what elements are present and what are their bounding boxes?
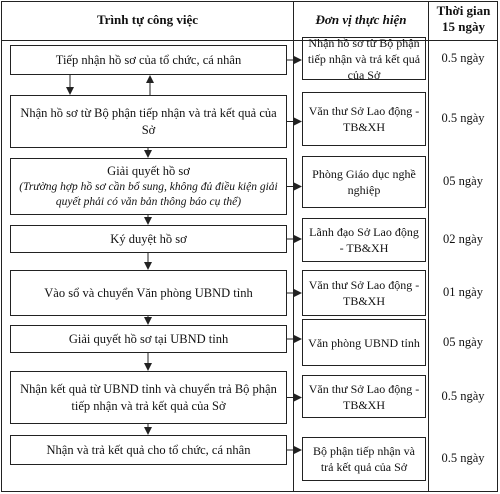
unit-box: Văn thư Sở Lao động - TB&XH xyxy=(302,92,426,146)
unit-box: Bộ phận tiếp nhận và trả kết quả của Sở xyxy=(302,437,426,481)
task-label: Nhận hồ sơ từ Bộ phận tiếp nhận và trả kết quả của Sở xyxy=(20,105,277,137)
time-value: 0.5 ngày xyxy=(441,50,485,65)
time-value: 02 ngày xyxy=(443,232,483,246)
task-label: Nhận kết quả từ UBND tỉnh và chuyển trả Bộ phận tiếp nhận và trả kết quả của Sở xyxy=(20,381,277,413)
header-task: Trình tự công việc xyxy=(96,12,199,27)
task-label: Nhận và trả kết quả cho tổ chức, cá nhân xyxy=(46,442,251,457)
header-time-line1: Thời gian xyxy=(436,3,491,18)
task-label: Tiếp nhận hồ sơ của tổ chức, cá nhân xyxy=(55,52,242,67)
unit-box: Nhận hồ sơ từ Bộ phận tiếp nhận và trả kết quả của Sở xyxy=(302,37,426,80)
time-value: 0.5 ngày xyxy=(441,388,485,403)
time-value: 01 ngày xyxy=(443,285,483,299)
header-time-line2: 15 ngày xyxy=(442,19,485,34)
unit-box: Văn phòng UBND tỉnh xyxy=(302,319,426,366)
time-value: 0.5 ngày xyxy=(441,451,485,465)
time-value: 05 ngày xyxy=(443,334,483,349)
header-unit: Đơn vị thực hiện xyxy=(315,12,407,27)
task-label: Giải quyết hồ sơ xyxy=(107,164,190,178)
task-label: Vào sổ và chuyển Văn phòng UBND tỉnh xyxy=(44,285,253,300)
task-label: Ký duyệt hồ sơ xyxy=(110,231,187,246)
task-label: Giải quyết hồ sơ tại UBND tỉnh xyxy=(68,331,229,346)
unit-box: Văn thư Sở Lao động - TB&XH xyxy=(302,375,426,418)
unit-box: Lãnh đạo Sở Lao động - TB&XH xyxy=(302,218,426,262)
unit-box: Văn thư Sở Lao động - TB&XH xyxy=(302,270,426,316)
unit-box: Phòng Giáo dục nghề nghiệp xyxy=(302,156,426,208)
task-note: (Trường hợp hồ sơ cần bổ sung, không đủ điều kiện giải quyết phải có văn bản thông báo cụ thể) xyxy=(19,181,278,208)
time-value: 0.5 ngày xyxy=(441,111,485,125)
time-value: 05 ngày xyxy=(443,174,483,188)
